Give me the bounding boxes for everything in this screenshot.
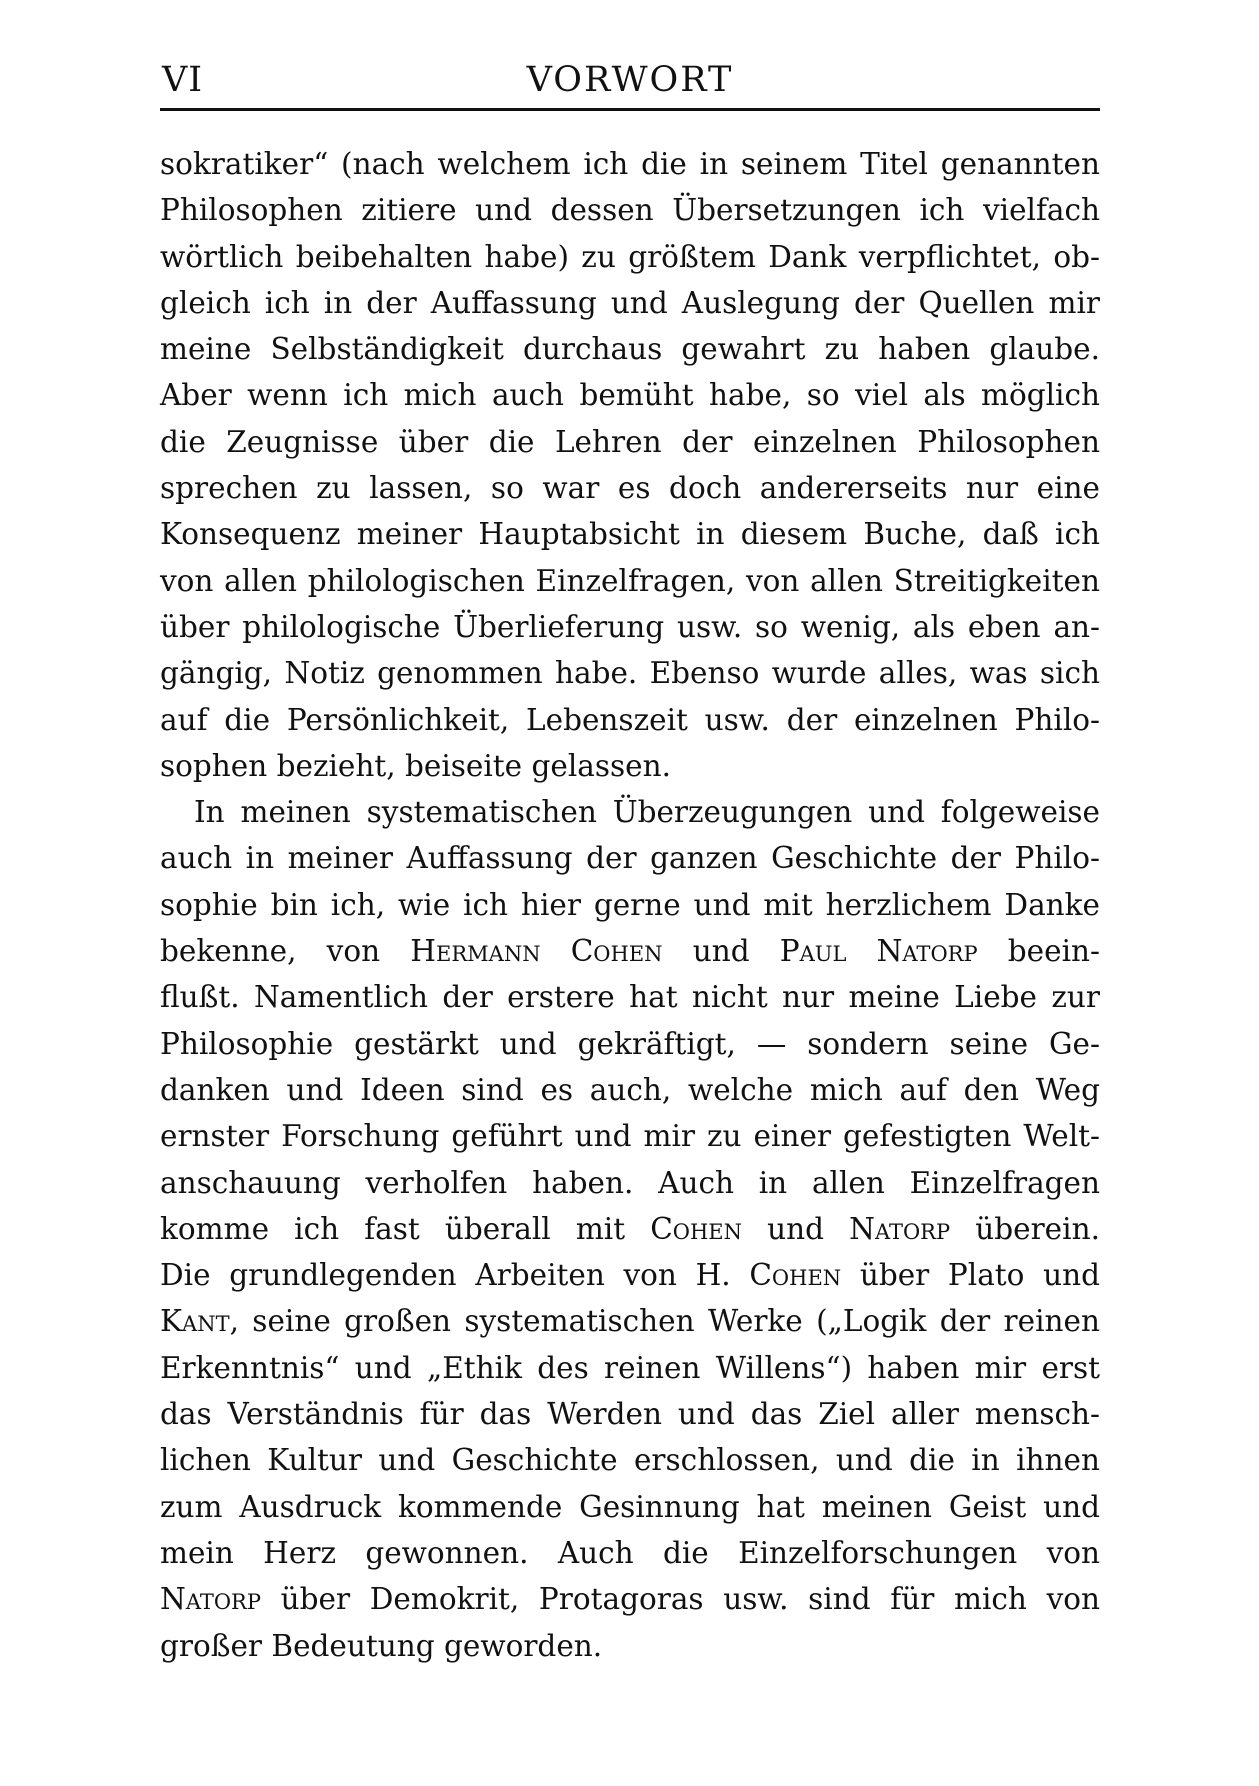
text-line: danken und Ideen sind es auch, welche mich auf den Weg xyxy=(160,1072,1100,1107)
text-line: mein Herz gewonnen. Auch die Einzelforschungen von xyxy=(160,1535,1100,1570)
text-line: ernster Forschung geführt und mir zu einer gefestigten Welt- xyxy=(160,1119,1100,1154)
text-line: sophie bin ich, wie ich hier gerne und mit herzlichem Danke xyxy=(160,887,1100,922)
page-number: VI xyxy=(162,60,204,100)
text-fragment: beein- xyxy=(1007,934,1100,969)
text-line: sokratiker“ (nach welchem ich die in seinem Titel genannten xyxy=(160,147,1100,181)
text-line: auch in meiner Auffassung der ganzen Geschichte der Philo- xyxy=(160,841,1100,876)
paragraph-2 xyxy=(160,789,1100,1669)
author-name-paul-natorp: Paul Natorp xyxy=(779,934,978,969)
text-line: In meinen systematischen Überzeugungen und folgeweise xyxy=(194,795,1100,830)
text-line: zum Ausdruck kommende Gesinnung hat meinen Geist und xyxy=(160,1489,1100,1524)
book-page xyxy=(160,52,1100,1669)
text-fragment: bekenne, von xyxy=(160,934,381,969)
text-line: von allen philologischen Einzelfragen, von allen Streitigkeiten xyxy=(160,563,1100,598)
text-line: Konsequenz meiner Hauptabsicht in diesem Buche, daß ich xyxy=(160,517,1100,552)
text-fragment: überein. xyxy=(975,1211,1100,1246)
text-line: gängig, Notiz genommen habe. Ebenso wurde alles, was sich xyxy=(160,656,1100,691)
text-fragment: komme ich fast überall mit xyxy=(160,1211,626,1246)
text-line: großer Bedeutung geworden. xyxy=(160,1628,603,1663)
text-line: Aber wenn ich mich auch bemüht habe, so viel als möglich xyxy=(160,378,1100,413)
text-line: das Verständnis für das Werden und das Ziel aller mensch- xyxy=(160,1397,1100,1432)
text-fragment: über Plato und xyxy=(859,1258,1100,1293)
text-line: anschauung verholfen haben. Auch in allen Einzelfragen xyxy=(160,1165,1100,1200)
text-line: auf die Persönlichkeit, Lebenszeit usw. der einzelnen Philo- xyxy=(160,702,1100,737)
author-name-cohen: Cohen xyxy=(749,1258,842,1293)
text-line xyxy=(160,1298,1100,1344)
author-name-kant: Kant xyxy=(160,1304,230,1339)
text-line: meine Selbständigkeit durchaus gewahrt zu haben glaube. xyxy=(160,332,1100,367)
text-line: lichen Kultur und Geschichte erschlossen, und die in ihnen xyxy=(160,1443,1100,1478)
text-line: sprechen zu lassen, so war es doch andererseits nur eine xyxy=(160,471,1100,506)
text-fragment: und xyxy=(767,1211,825,1246)
text-line: wörtlich beibehalten habe) zu größtem Dank verpflichtet, ob- xyxy=(160,239,1100,274)
author-name-cohen: Cohen xyxy=(650,1211,743,1246)
text-line: Philosophie gestärkt und gekräftigt, — sondern seine Ge- xyxy=(160,1026,1100,1061)
text-line: Philosophen zitiere und dessen Übersetzungen ich vielfach xyxy=(160,193,1100,228)
author-name-hermann-cohen: Hermann Cohen xyxy=(410,934,663,969)
text-line xyxy=(160,1576,1100,1622)
text-line: gleich ich in der Auffassung und Auslegung der Quellen mir xyxy=(160,285,1100,320)
header-title: VORWORT xyxy=(526,60,734,100)
text-line: flußt. Namentlich der erstere hat nicht nur meine Liebe zur xyxy=(160,980,1100,1015)
text-line: über philologische Überlieferung usw. so wenig, als eben an- xyxy=(160,609,1100,644)
text-fragment: und xyxy=(692,934,750,969)
text-line xyxy=(160,928,1100,974)
author-name-natorp: Natorp xyxy=(849,1211,951,1246)
text-line: Erkenntnis“ und „Ethik des reinen Willens“) haben mir erst xyxy=(160,1350,1100,1385)
body-text xyxy=(160,141,1100,1669)
running-header xyxy=(160,52,1100,111)
text-line: die Zeugnisse über die Lehren der einzelnen Philosophen xyxy=(160,424,1100,459)
text-line xyxy=(160,1206,1100,1252)
paragraph-1 xyxy=(160,141,1100,789)
author-name-natorp: Natorp xyxy=(160,1582,261,1617)
text-line xyxy=(160,1252,1100,1298)
text-fragment: , seine großen systematischen Werke („Logik der reinen xyxy=(229,1304,1100,1339)
text-line: sophen bezieht, beiseite gelassen. xyxy=(160,748,671,783)
text-fragment: über Demokrit, Protagoras usw. sind für mich von xyxy=(280,1582,1100,1617)
text-fragment: Die grundlegenden Arbeiten von H. xyxy=(160,1258,731,1293)
